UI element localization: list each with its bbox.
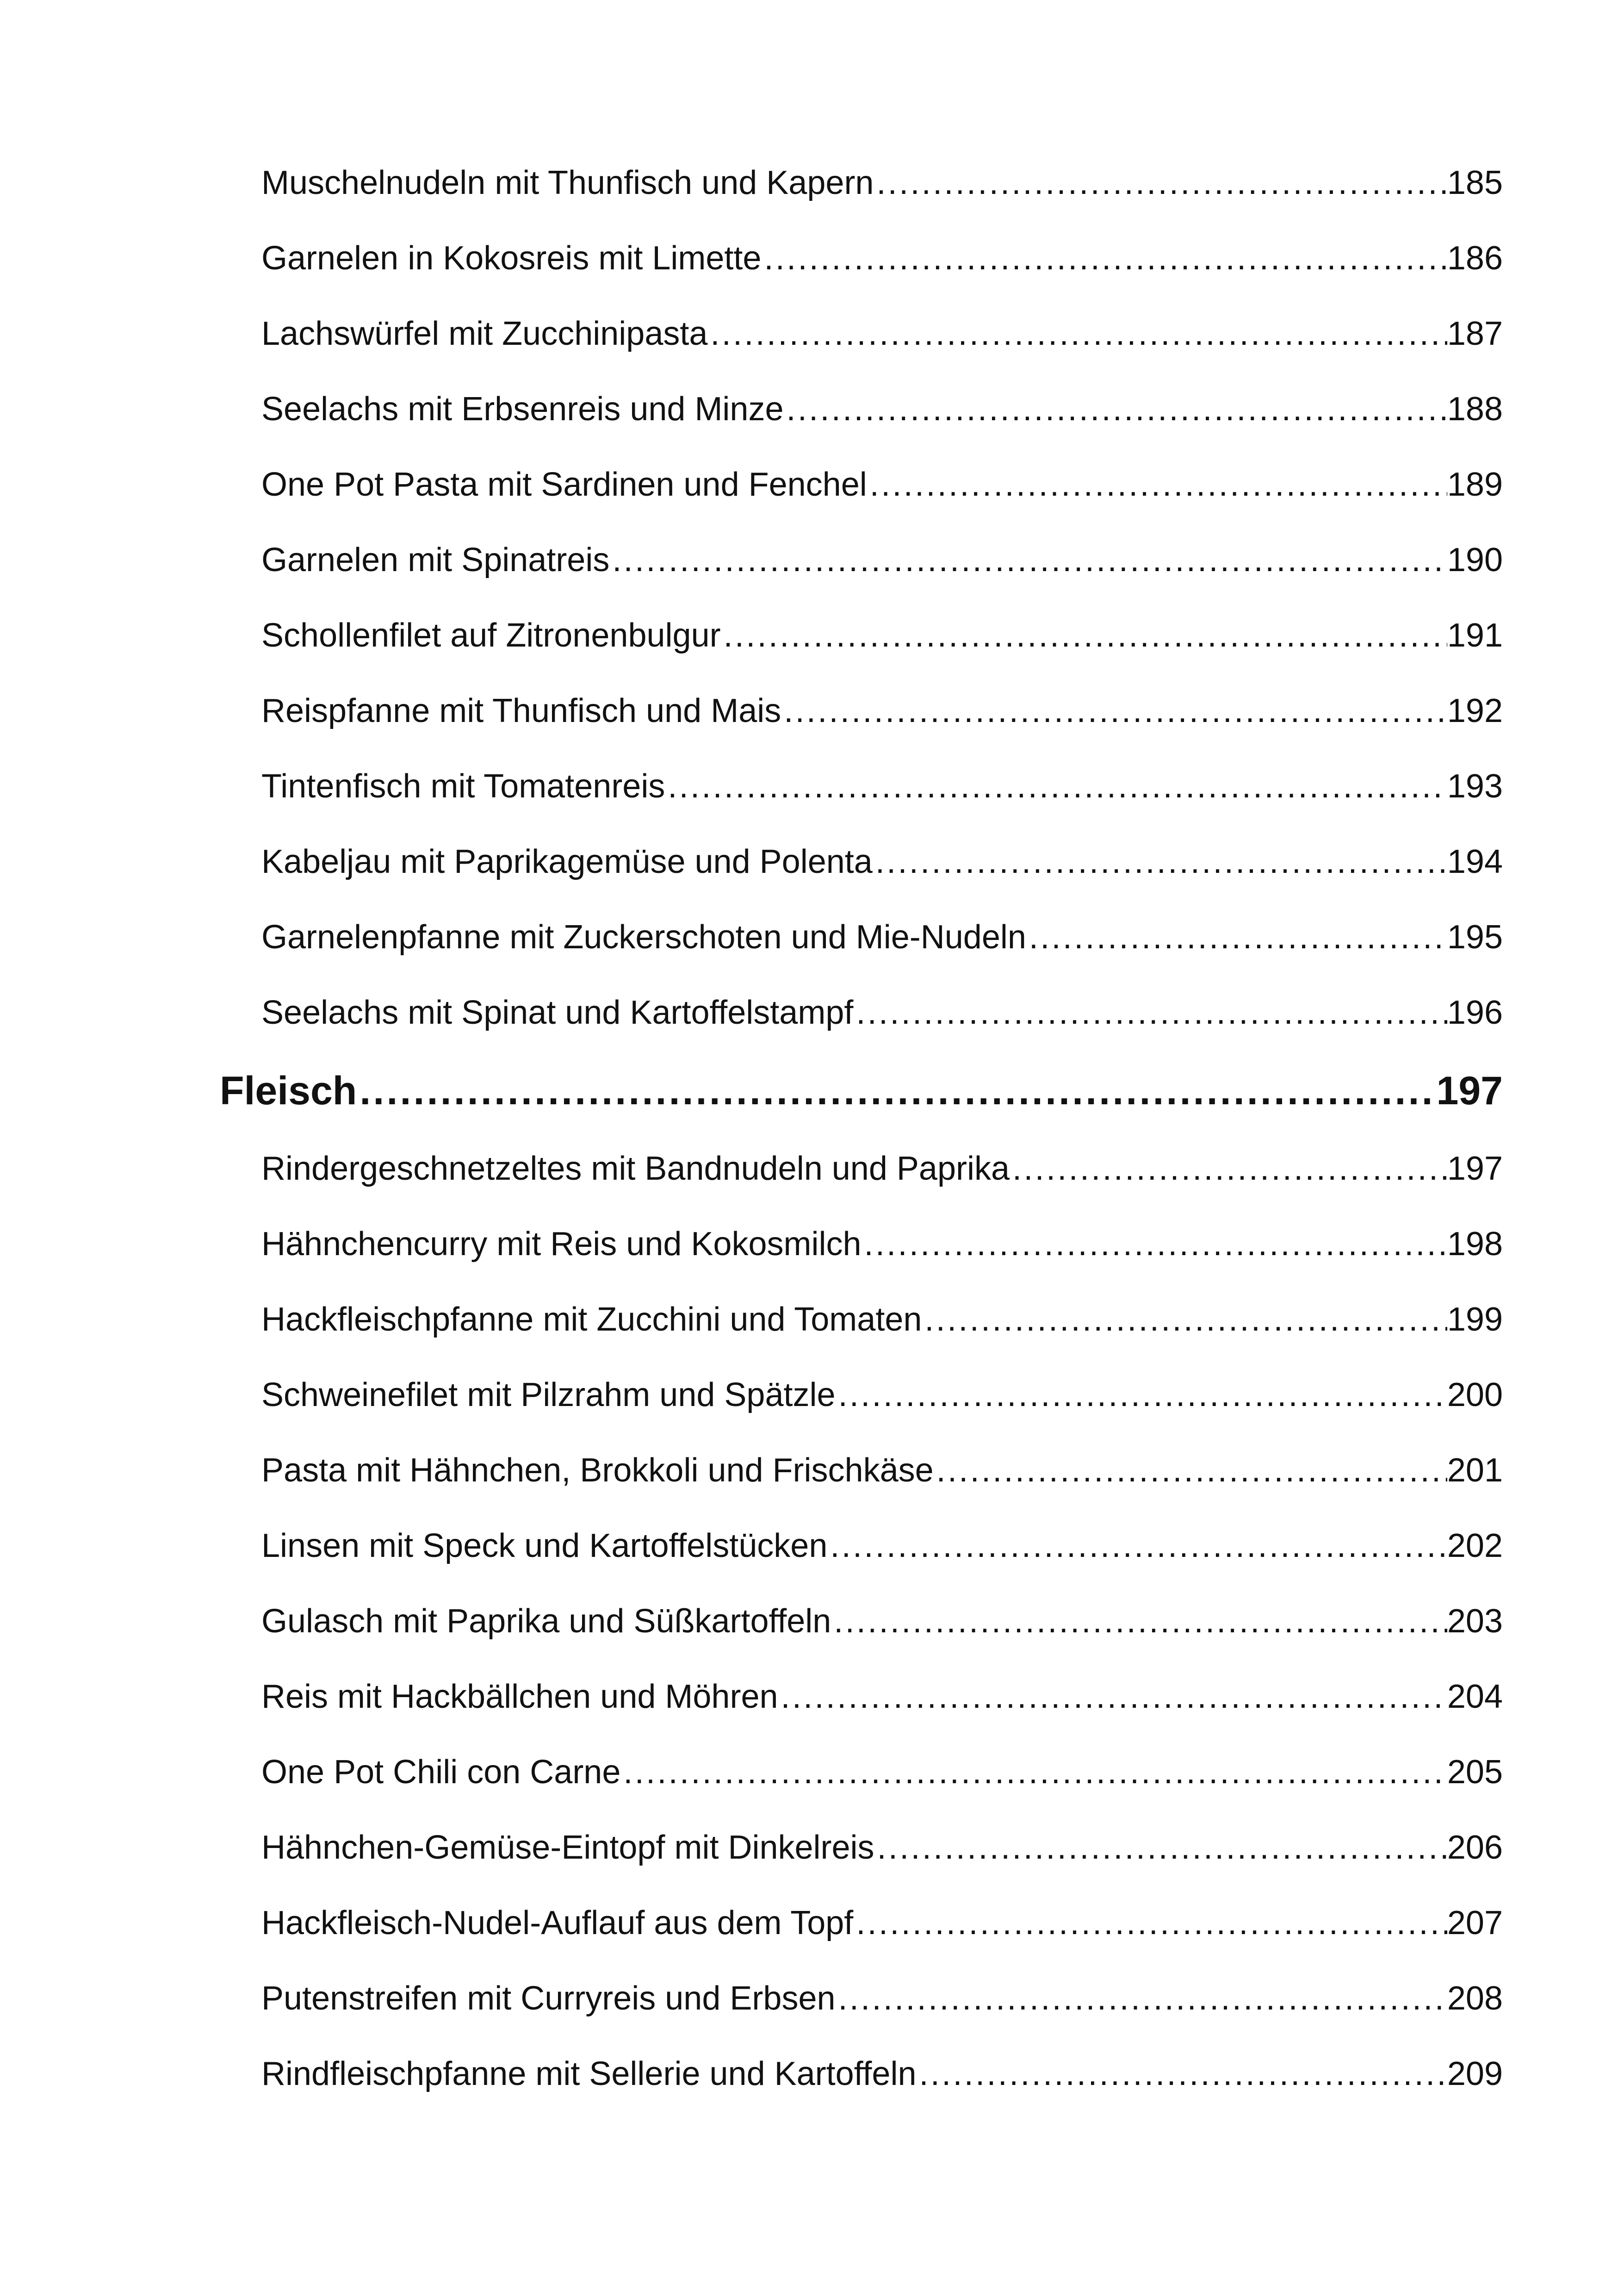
toc-entry-page: 206	[1447, 1829, 1503, 1866]
toc-entry-page: 193	[1447, 768, 1503, 805]
toc-entry-page: 188	[1447, 391, 1503, 428]
toc-entry-title: One Pot Pasta mit Sardinen und Fenchel	[261, 466, 867, 503]
toc-entry-page: 191	[1447, 617, 1503, 654]
toc-entry-page: 203	[1447, 1603, 1503, 1640]
toc-entry[interactable]	[261, 1527, 1503, 1565]
toc-entry[interactable]	[261, 767, 1503, 805]
toc-entry-title: Rindergeschnetzeltes mit Bandnudeln und Paprika	[261, 1150, 1010, 1187]
toc-entry-title: Hähnchen-Gemüse-Eintopf mit Dinkelreis	[261, 1829, 874, 1866]
toc-entry-page: 185	[1447, 164, 1503, 201]
toc-entry-title: Lachswürfel mit Zucchinipasta	[261, 315, 708, 352]
dot-leader	[1010, 1150, 1447, 1188]
dot-leader	[781, 692, 1447, 730]
dot-leader	[827, 1527, 1447, 1565]
toc-entry[interactable]	[261, 1451, 1503, 1489]
toc-entry[interactable]	[261, 1904, 1503, 1942]
dot-leader	[934, 1451, 1447, 1489]
dot-leader	[357, 1068, 1436, 1114]
toc-entry-page: 204	[1447, 1678, 1503, 1715]
toc-entry[interactable]	[261, 843, 1503, 881]
toc-entry-title: Hähnchencurry mit Reis und Kokosmilch	[261, 1226, 862, 1263]
toc-chapter-page: 197	[1436, 1069, 1503, 1113]
toc-entry-title: Pasta mit Hähnchen, Brokkoli und Frischkäse	[261, 1452, 934, 1489]
toc-entry-title: Tintenfisch mit Tomatenreis	[261, 768, 665, 805]
dot-leader	[873, 843, 1447, 881]
toc-entry[interactable]	[261, 692, 1503, 730]
toc-entry-page: 202	[1447, 1527, 1503, 1564]
toc-entry[interactable]	[261, 918, 1503, 956]
toc-entry-title: Muschelnudeln mit Thunfisch und Kapern	[261, 164, 874, 201]
dot-leader	[836, 1376, 1447, 1414]
toc-entry-page: 205	[1447, 1754, 1503, 1791]
toc-entry[interactable]	[261, 239, 1503, 277]
toc-entry[interactable]	[261, 1753, 1503, 1791]
toc-entry[interactable]	[261, 1225, 1503, 1263]
toc-entry-title: Schweinefilet mit Pilzrahm und Spätzle	[261, 1376, 836, 1413]
dot-leader	[784, 390, 1447, 428]
toc-chapter-heading[interactable]	[220, 1068, 1503, 1114]
toc-entry-page: 209	[1447, 2055, 1503, 2092]
dot-leader	[721, 616, 1447, 654]
dot-leader	[761, 239, 1447, 277]
toc-entry-title: Seelachs mit Erbsenreis und Minze	[261, 391, 784, 428]
toc-entry-title: Garnelen mit Spinatreis	[261, 541, 610, 579]
toc-entry[interactable]	[261, 1376, 1503, 1414]
toc-entry-page: 192	[1447, 692, 1503, 729]
toc-entry-title: Garnelenpfanne mit Zuckerschoten und Mie-Nudeln	[261, 919, 1026, 956]
dot-leader	[867, 466, 1447, 504]
toc-chapter-title: Fleisch	[220, 1069, 357, 1113]
dot-leader	[609, 541, 1447, 579]
toc-entry[interactable]	[261, 616, 1503, 654]
toc-entry[interactable]	[261, 2055, 1503, 2093]
toc-entry-page: 190	[1447, 541, 1503, 579]
toc-entry-title: Reis mit Hackbällchen und Möhren	[261, 1678, 778, 1715]
toc-entry-title: Linsen mit Speck und Kartoffelstücken	[261, 1527, 828, 1564]
dot-leader	[853, 1904, 1447, 1942]
toc-entry[interactable]	[261, 1829, 1503, 1867]
toc-entry-page: 201	[1447, 1452, 1503, 1489]
toc-entry-title: Seelachs mit Spinat und Kartoffelstampf	[261, 994, 854, 1031]
toc-entry[interactable]	[261, 994, 1503, 1032]
toc-entry[interactable]	[261, 541, 1503, 579]
dot-leader	[874, 1829, 1447, 1867]
toc-entry-page: 186	[1447, 240, 1503, 277]
dot-leader	[836, 1979, 1447, 2017]
toc-entry-page: 208	[1447, 1980, 1503, 2017]
toc-entry-title: Garnelen in Kokosreis mit Limette	[261, 240, 762, 277]
dot-leader	[922, 1300, 1447, 1338]
toc-entry-title: Kabeljau mit Paprikagemüse und Polenta	[261, 843, 873, 880]
toc-entry[interactable]	[261, 315, 1503, 353]
toc-entry[interactable]	[261, 1678, 1503, 1716]
toc-entry-page: 199	[1447, 1301, 1503, 1338]
toc-entry-page: 189	[1447, 466, 1503, 503]
toc-entry[interactable]	[261, 466, 1503, 504]
toc-entry[interactable]	[261, 1150, 1503, 1188]
toc-entry-title: Schollenfilet auf Zitronenbulgur	[261, 617, 721, 654]
toc-entry[interactable]	[261, 1979, 1503, 2017]
toc-entry-title: One Pot Chili con Carne	[261, 1754, 621, 1791]
toc-entry-page: 196	[1447, 994, 1503, 1031]
dot-leader	[874, 164, 1447, 202]
toc-entry-page: 194	[1447, 843, 1503, 880]
toc-entry-page: 197	[1447, 1150, 1503, 1187]
dot-leader	[1026, 918, 1447, 956]
toc-entry[interactable]	[261, 1300, 1503, 1338]
toc-entry-title: Reispfanne mit Thunfisch und Mais	[261, 692, 781, 729]
dot-leader	[853, 994, 1447, 1032]
dot-leader	[917, 2055, 1447, 2093]
toc-entry[interactable]	[261, 390, 1503, 428]
toc-entry-page: 195	[1447, 919, 1503, 956]
toc-entry-page: 207	[1447, 1904, 1503, 1941]
dot-leader	[707, 315, 1447, 353]
toc-entry[interactable]	[261, 1602, 1503, 1640]
toc-entry[interactable]	[261, 164, 1503, 202]
toc-entry-page: 198	[1447, 1226, 1503, 1263]
toc-entry-page: 200	[1447, 1376, 1503, 1413]
dot-leader	[862, 1225, 1447, 1263]
toc-entry-title: Rindfleischpfanne mit Sellerie und Kartoffeln	[261, 2055, 917, 2092]
dot-leader	[620, 1753, 1447, 1791]
toc-entry-title: Hackfleischpfanne mit Zucchini und Tomaten	[261, 1301, 922, 1338]
dot-leader	[665, 767, 1447, 805]
dot-leader	[831, 1602, 1447, 1640]
dot-leader	[778, 1678, 1447, 1716]
toc-entry-title: Putenstreifen mit Curryreis und Erbsen	[261, 1980, 836, 2017]
toc-entry-title: Hackfleisch-Nudel-Auflauf aus dem Topf	[261, 1904, 854, 1941]
toc-entry-title: Gulasch mit Paprika und Süßkartoffeln	[261, 1603, 831, 1640]
toc-entry-page: 187	[1447, 315, 1503, 352]
